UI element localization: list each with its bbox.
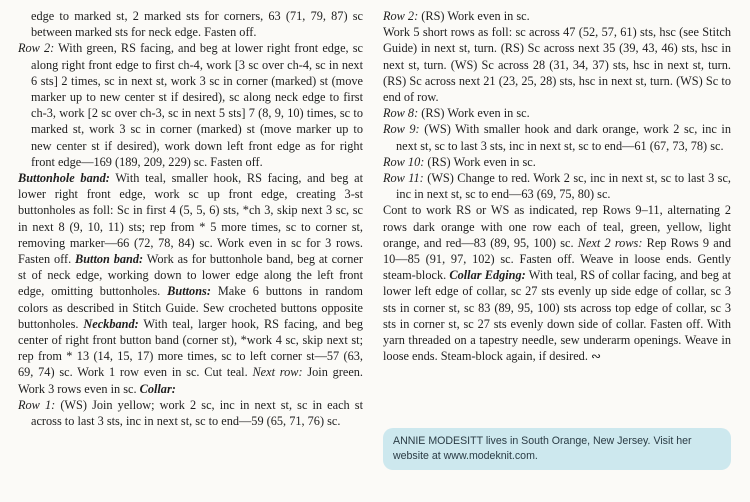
paragraph-finishing: Cont to work RS or WS as indicated, rep Rows 9–11, alternating 2 rows dark orange with one row each of teal, green, yellow, light orange, and red—83 (89, 95, 100) sc. Next 2 rows: Rep Rows 9 and 10—85 (91, 97, 102) sc. Fasten off. Weave in loose ends. Gently steam-block. Collar Edging: With teal, RS of collar facing, and beg at lower left edge of collar, sc 27 sts evenly up side edge of collar, sc 3 sts in corner st, sc 83 (89, 95, 100) sts across top edge of collar, sc 3 sts in corner st, sc 27 sts evenly down side of collar. Fasten off. With yarn threaded on a tapestry needle, sew underarm openings. Weave in loose ends. Steam-block again, if desired. ∾ [383,203,731,364]
next-2-rows-label: Next 2 rows: [577,235,643,250]
buttonhole-band-heading: Buttonhole band: [18,171,110,186]
author-bio-text: lives in South Orange, New Jersey. Visit her website at www.modeknit.com. [393,435,692,462]
row-2-label: Row 2: [18,41,55,56]
row-1-label: Row 1: [18,397,56,412]
next-row-label: Next row: [252,365,303,380]
paragraph-short-rows: Work 5 short rows as foll: sc across 47 (52, 57, 61) sts, hsc (see Stitch Guide) in next st, turn. (RS) Sc across next 35 (39, 43, 46) sts, hsc in next st, turn. (WS) Sc across 28 (31, 34, 37) sts, hsc in next st, turn. (RS) Sc across next 21 (23, 25, 28) sts, hsc in next st, turn. (WS) Sc to end of row. [383,25,731,105]
author-name: ANNIE MODESITT [393,435,483,447]
left-column [18,8,363,429]
right-column [383,8,731,364]
buttons-heading: Buttons: [167,284,211,299]
paragraph-row-1: Row 1: (WS) Join yellow; work 2 sc, inc in next st, sc in each st across to last 3 sts, inc in next st, sc to end—59 (65, 71, 76) sc. [18,397,363,429]
paragraph-row-2: Row 2: With green, RS facing, and beg at lower right front edge, sc along right front edge to first ch-4, work [3 sc over ch-4, sc in next 6 sts] 2 times, sc in next st, work 3 sc in corner (marked) st (move marker up to new center st if desired), sc along neck edge to first ch-3, work [2 sc over ch-3, sc in next 5 sts] 7 (8, 9, 10) times, sc to marked st, work 3 sc in corner (marked) st (move marker up to new center st if desired), work down left front edge as for right front edge—169 (189, 209, 229) sc. Fasten off. [18,41,363,169]
paragraph-row-11: Row 11: (WS) Change to red. Work 2 sc, inc in next st, sc to last 3 sc, inc in next st, sc to end—63 (69, 75, 80) sc. [383,171,732,202]
neckband-heading: Neckband: [83,316,139,331]
paragraph-bands: Buttonhole band: With teal, smaller hook, RS facing, and beg at lower right front edge, work sc up front edge, creating 3-st buttonholes as foll: Sc in first 4 (5, 5, 6) sts, *ch 3, skip next 3 sc, sc in next 8 (9, 10, 11) sts; rep from * 5 more times, sc to corner st, removing marker—66 (72, 78, 84) sc. Work even in sc for 3 rows. Fasten off. Button band: Work as for buttonhole band, beg at corner st of neck edge, working down to lower edge along the left front edge, omitting buttonholes. Buttons: Make 6 buttons in random colors as described in Stitch Guide. Sew crocheted buttons opposite buttonholes. Neckband: With teal, larger hook, RS facing, and beg center of right front button band (corner st), *work 4 sc, skip next st; rep from * 13 (14, 15, 17) more times, sc to left corner st—57 (63, 69, 74) sc. Work 1 row even in sc. Cut teal. Next row: Join green. Work 3 rows even in sc. Collar: [18,171,364,396]
paragraph-row-8: Row 8: (RS) Work even in sc. [383,106,530,121]
paragraph-row-9: Row 9: (WS) With smaller hook and dark orange, work 2 sc, inc in next st, sc to last 3 sts, inc in next st, sc to end—61 (67, 73, 78) sc. [383,122,732,153]
collar-heading: Collar: [139,381,176,396]
end-mark-icon: ∾ [590,349,602,364]
paragraph-row-10: Row 10: (RS) Work even in sc. [383,154,536,169]
collar-edging-heading: Collar Edging: [449,268,526,283]
button-band-heading: Button band: [75,252,144,267]
paragraph-row-2-rs: Row 2: (RS) Work even in sc. [383,9,530,23]
author-bio-box [383,428,731,470]
paragraph-neck-edge: edge to marked st, 2 marked sts for corners, 63 (71, 79, 87) sc between marked sts for neck edge. Fasten off. [31,9,363,40]
